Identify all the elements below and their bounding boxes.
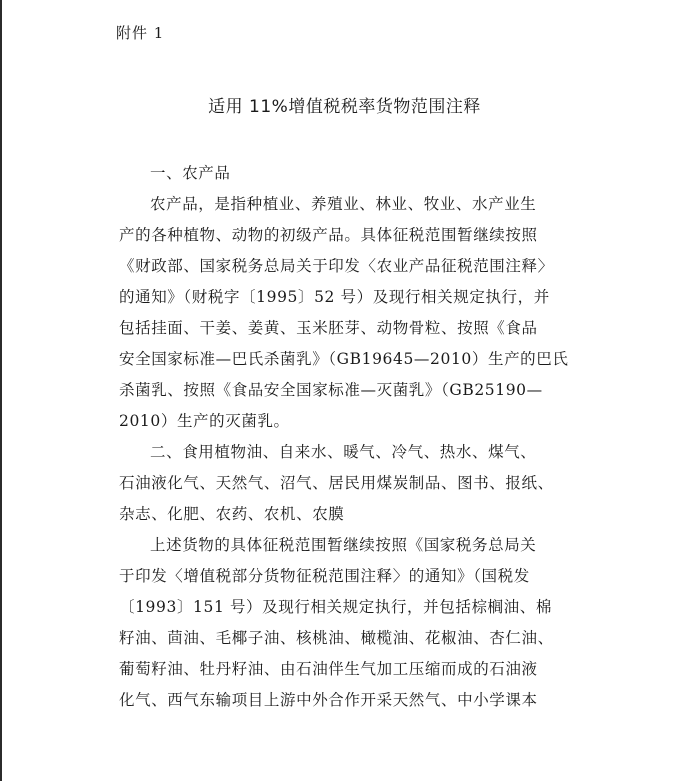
text-line: 二、食用植物油、自来水、暖气、冷气、热水、煤气、 bbox=[150, 443, 537, 461]
text-line: 2010）生产的灭菌乳。 bbox=[119, 412, 290, 430]
text-line: 杂志、化肥、农药、农机、农膜 bbox=[119, 505, 345, 523]
text-line: 上述货物的具体征税范围暂继续按照《国家税务总局关 bbox=[150, 536, 537, 554]
text-line: 包括挂面、干姜、姜黄、玉米胚芽、动物骨粒、按照《食品 bbox=[119, 319, 538, 337]
text-line: 于印发〈增值税部分货物征税范围注释〉的通知》（国税发 bbox=[119, 567, 530, 585]
text-line: 籽油、茴油、毛椰子油、核桃油、橄榄油、花椒油、杏仁油、 bbox=[119, 629, 554, 647]
text-line: 〔1993〕151 号）及现行相关规定执行，并包括棕榈油、棉 bbox=[119, 598, 552, 616]
document-title: 适用 11%增值税税率货物范围注释 bbox=[208, 97, 481, 117]
text-line: 杀菌乳、按照《食品安全国家标准—灭菌乳》（GB25190— bbox=[119, 381, 543, 399]
text-line: 葡萄籽油、牡丹籽油、由石油伴生气加工压缩而成的石油液 bbox=[119, 660, 538, 678]
text-line: 的通知》（财税字〔1995〕52 号）及现行相关规定执行，并 bbox=[119, 288, 550, 306]
text-line: 一、农产品 bbox=[150, 164, 231, 182]
document-body bbox=[119, 158, 589, 716]
text-line: 安全国家标准—巴氏杀菌乳》（GB19645—2010）生产的巴氏 bbox=[119, 350, 569, 368]
attachment-label: 附件 1 bbox=[116, 24, 165, 42]
text-line: 产的各种植物、动物的初级产品。具体征税范围暂继续按照 bbox=[119, 226, 538, 244]
text-line: 化气、西气东输项目上游中外合作开采天然气、中小学课本 bbox=[119, 691, 538, 709]
text-line: 石油液化气、天然气、沼气、居民用煤炭制品、图书、报纸、 bbox=[119, 474, 554, 492]
text-line: 《财政部、国家税务总局关于印发〈农业产品征税范围注释〉 bbox=[119, 257, 554, 275]
text-line: 农产品，是指种植业、养殖业、林业、牧业、水产业生 bbox=[150, 195, 537, 213]
